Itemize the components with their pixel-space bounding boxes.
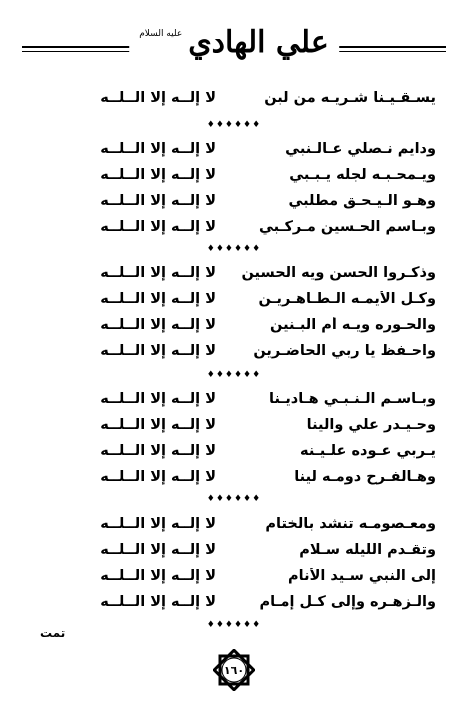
verse-refrain: لا إلــه إلا الــلــه: [100, 265, 216, 281]
page-number: ١٦٠: [223, 663, 245, 677]
header-title-box: [129, 20, 339, 66]
verse-line: [36, 260, 436, 286]
verse-refrain: لا إلــه إلا الــلــه: [100, 542, 216, 558]
verse-line: [36, 412, 436, 438]
verse-refrain: لا إلــه إلا الــلــه: [100, 291, 216, 307]
verse-line: [36, 136, 436, 162]
verse-refrain: لا إلــه إلا الــلــه: [100, 90, 216, 106]
verse-refrain: لا إلــه إلا الــلــه: [100, 391, 216, 407]
verse-first-half: واحـفظ يا ربي الحاضـرين: [253, 343, 436, 359]
verse-refrain: لا إلــه إلا الــلــه: [100, 469, 216, 485]
verse-first-half: إلى النبي سـيد الأنام: [288, 568, 436, 584]
verse-first-half: ومعـصومـه تنشد بالختام: [265, 516, 436, 532]
verse-first-half: وكـل الأيمـه الـطـاهـريـن: [258, 291, 436, 307]
verse-first-half: وهـو الـيـحـق مطلبي: [288, 193, 436, 209]
stanza-separator: ♦♦♦♦♦♦: [206, 244, 262, 254]
verse-first-half: وبـاسـم الـنـبـي هـاديـنا: [269, 391, 436, 407]
verse-refrain: لا إلــه إلا الــلــه: [100, 193, 216, 209]
verse-refrain: لا إلــه إلا الــلــه: [100, 167, 216, 183]
verse-refrain: لا إلــه إلا الــلــه: [100, 594, 216, 610]
verse-first-half: ويـمحـبـه لجله يـبـبي: [289, 167, 436, 183]
page-number-badge: [213, 649, 255, 691]
verse-line: [36, 338, 436, 364]
header-honorific: عليه السلام: [139, 29, 183, 39]
verse-refrain: لا إلــه إلا الــلــه: [100, 317, 216, 333]
verse-refrain: لا إلــه إلا الــلــه: [100, 516, 216, 532]
verse-line: [36, 438, 436, 464]
verse-refrain: لا إلــه إلا الــلــه: [100, 343, 216, 359]
verse-refrain: لا إلــه إلا الــلــه: [100, 568, 216, 584]
verse-line: [36, 464, 436, 490]
page-header: [22, 20, 446, 70]
verse-refrain: لا إلــه إلا الــلــه: [100, 219, 216, 235]
verse-line: [36, 511, 436, 537]
verse-first-half: يـربي عـوده علـيـنه: [300, 443, 436, 459]
closing-word: تمت: [40, 626, 66, 640]
verse-first-half: والـزهـره وإلى كـل إمـام: [259, 594, 436, 610]
stanza-separator: ♦♦♦♦♦♦: [206, 494, 262, 504]
verse-line: [36, 563, 436, 589]
verse-line: [36, 286, 436, 312]
verse-line: [36, 589, 436, 615]
verse-line: [36, 537, 436, 563]
header-title: علي الهادي: [188, 25, 329, 60]
verse-line: [36, 162, 436, 188]
verse-refrain: لا إلــه إلا الــلــه: [100, 141, 216, 157]
verse-line: [36, 188, 436, 214]
stanza-separator: ♦♦♦♦♦♦: [206, 370, 262, 380]
verse-first-half: وذكـروا الحسن ويه الحسين: [241, 265, 436, 281]
verse-line: [36, 312, 436, 338]
verse-first-half: والحـوره ويـه أم البـنين: [270, 317, 436, 333]
verse-first-half: وبـاسم الحـسين مـركـبي: [258, 219, 436, 235]
verse-first-half: ودايم نـصلي عـالـنبي: [285, 141, 436, 157]
verse-first-half: وتقـدم الليله سـلام: [299, 542, 436, 558]
stanza-separator: ♦♦♦♦♦♦: [206, 120, 262, 130]
verse-refrain: لا إلــه إلا الــلــه: [100, 443, 216, 459]
verse-first-half: وهـالفـرح دومـه لينا: [294, 469, 436, 485]
verse-first-half: يسـقـيـنا شـريـه من لبن: [264, 90, 436, 106]
verse-line: [36, 214, 436, 240]
verse-line: [36, 85, 436, 111]
verse-first-half: وحـيـدر علي والينا: [306, 417, 436, 433]
stanza-separator: ♦♦♦♦♦♦: [206, 620, 262, 630]
verse-refrain: لا إلــه إلا الــلــه: [100, 417, 216, 433]
verse-line: [36, 386, 436, 412]
